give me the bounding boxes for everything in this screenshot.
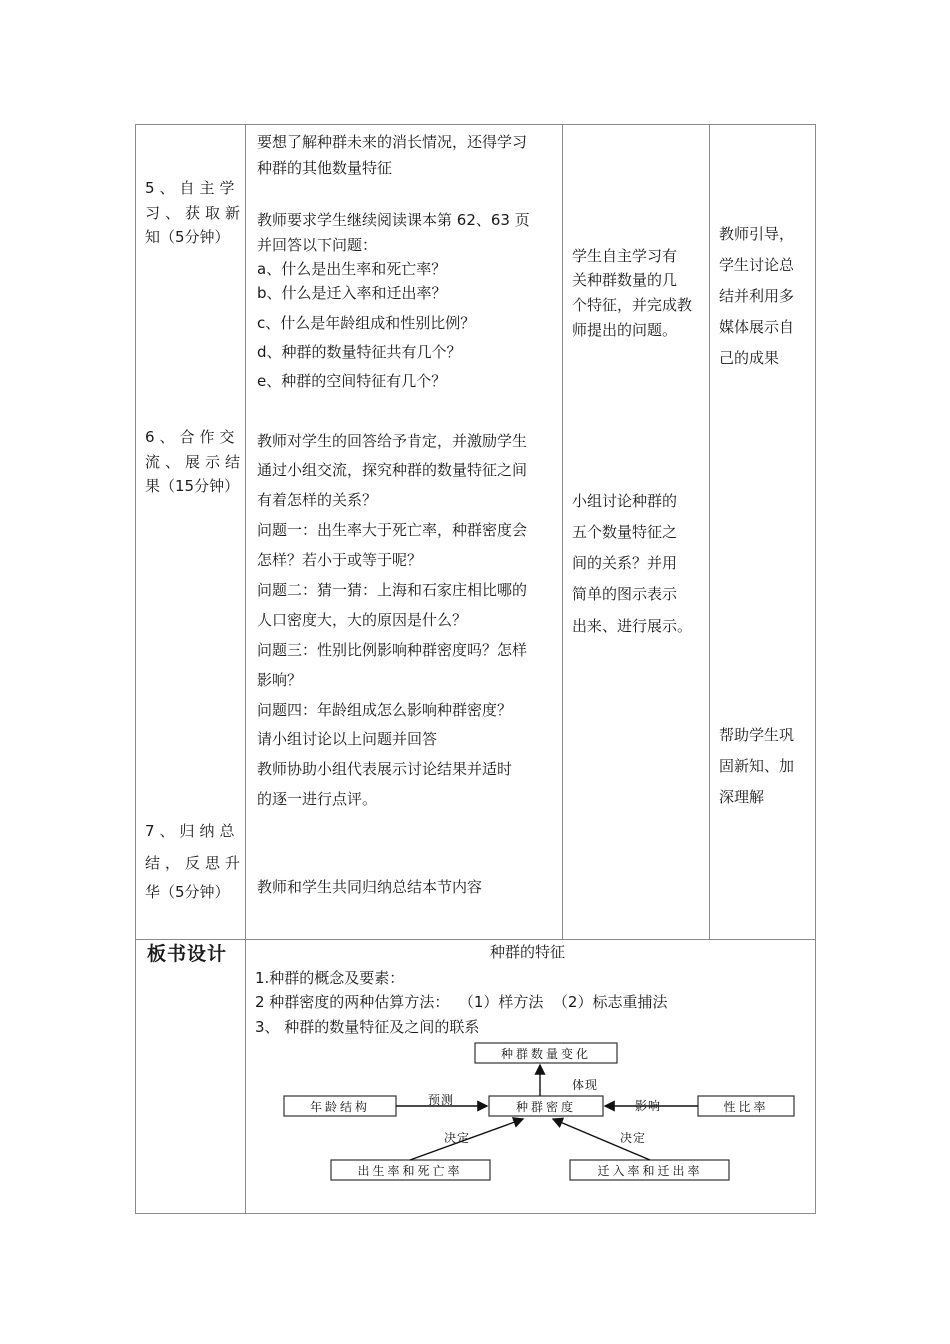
design-text-line: 帮助学生巩 [719, 726, 795, 744]
student-text-line: 间的关系？并用 [572, 554, 678, 572]
stage-7-line3: 华（5分钟） [145, 883, 230, 901]
arrow-label-determine-right: 决定 [619, 1131, 647, 1145]
student-text-line: 五个数量特征之 [572, 523, 678, 541]
student-text-line: 出来、进行展示。 [572, 617, 693, 635]
design-text-line: 己的成果 [719, 349, 780, 367]
stage-6-line1: 6、合作交 [145, 428, 240, 446]
teacher-text-line: 种群的其他数量特征 [257, 159, 393, 177]
student-text-line: 学生自主学习有 [572, 247, 678, 265]
stage-7-line1: 7、归纳总 [145, 822, 240, 840]
teacher-question-e: e、种群的空间特征有几个？ [257, 372, 447, 390]
teacher-summary: 教师和学生共同归纳总结本节内容 [257, 878, 483, 896]
teacher-text-line: 教师要求学生继续阅读课本第 62、63 页 [257, 211, 530, 229]
teacher-text-line: 请小组讨论以上问题并回答 [257, 730, 438, 748]
stage-5-line3: 知（5分钟） [145, 228, 230, 246]
design-text-line: 教师引导， [719, 225, 795, 243]
teacher-question-3: 问题三：性别比例影响种群密度吗？怎样 [257, 641, 528, 659]
teacher-question-2: 问题二：猜一猜：上海和石家庄相比哪的 [257, 581, 528, 599]
student-text-line: 简单的图示表示 [572, 585, 678, 603]
label-population-change: 种群数量变化 [500, 1047, 592, 1061]
teacher-question-a: a、什么是出生率和死亡率？ [257, 260, 447, 278]
teacher-text-line: 通过小组交流，探究种群的数量特征之间 [257, 461, 528, 479]
design-text-line: 固新知、加 [719, 757, 795, 775]
student-text-line: 小组讨论种群的 [572, 492, 678, 510]
arrow-label-predict: 预测 [427, 1093, 455, 1107]
label-birth-death-rate: 出生率和死亡率 [357, 1164, 463, 1178]
board-design-label: 板书设计 [147, 943, 228, 965]
student-text-line: 关种群数量的几 [572, 271, 678, 289]
design-text-line: 媒体展示自 [719, 318, 795, 336]
stage-7-line2: 结，反思升 [145, 854, 246, 872]
label-immigration-emigration-rate: 迁入率和迁出率 [597, 1164, 703, 1178]
stage-5-line1: 5、自主学 [145, 179, 240, 197]
student-text-line: 师提出的问题。 [572, 321, 678, 339]
teacher-text-line: 并回答以下问题： [257, 236, 378, 254]
teacher-question-4: 问题四：年龄组成怎么影响种群密度？ [257, 701, 513, 719]
teacher-question-1-cont: 怎样？若小于或等于呢？ [257, 551, 423, 569]
board-line-2: 2 种群密度的两种估算方法： （1）样方法 （2）标志重捕法 [255, 993, 668, 1011]
stage-6-line3: 果（15分钟） [145, 477, 240, 495]
arrow-label-determine-left: 决定 [443, 1131, 471, 1145]
stage-5-line2: 习、获取新 [145, 204, 246, 222]
design-text-line: 学生讨论总 [719, 256, 795, 274]
teacher-text-line: 教师协助小组代表展示讨论结果并适时 [257, 760, 513, 778]
teacher-question-d: d、种群的数量特征共有几个？ [257, 343, 462, 361]
teacher-text-line: 的逐一进行点评。 [257, 790, 378, 808]
student-text-line: 个特征，并完成教 [572, 296, 693, 314]
arrow-label-embody: 体现 [571, 1078, 599, 1092]
board-line-1: 1.种群的概念及要素： [255, 969, 405, 987]
teacher-question-3-cont: 影响？ [257, 671, 303, 689]
label-age-structure: 年龄结构 [309, 1100, 371, 1114]
design-text-line: 结并利用多 [719, 287, 795, 305]
arrow-label-influence: 影响 [634, 1099, 662, 1113]
teacher-text-line: 有着怎样的关系？ [257, 491, 378, 509]
label-sex-ratio: 性比率 [723, 1100, 769, 1114]
stage-6-line2: 流、展示结 [145, 453, 246, 471]
teacher-question-b: b、什么是迁入率和迁出率？ [257, 284, 447, 302]
board-line-3: 3、 种群的数量特征及之间的联系 [255, 1018, 480, 1036]
board-title: 种群的特征 [490, 943, 566, 961]
design-text-line: 深理解 [719, 788, 765, 806]
teacher-question-2-cont: 人口密度大，大的原因是什么？ [257, 611, 468, 629]
label-population-density: 种群密度 [515, 1100, 577, 1114]
teacher-text-line: 要想了解种群未来的消长情况，还得学习 [257, 133, 528, 151]
teacher-text-line: 教师对学生的回答给予肯定，并激励学生 [257, 432, 528, 450]
teacher-question-1: 问题一：出生率大于死亡率，种群密度会 [257, 521, 528, 539]
teacher-question-c: c、什么是年龄组成和性别比例？ [257, 314, 476, 332]
